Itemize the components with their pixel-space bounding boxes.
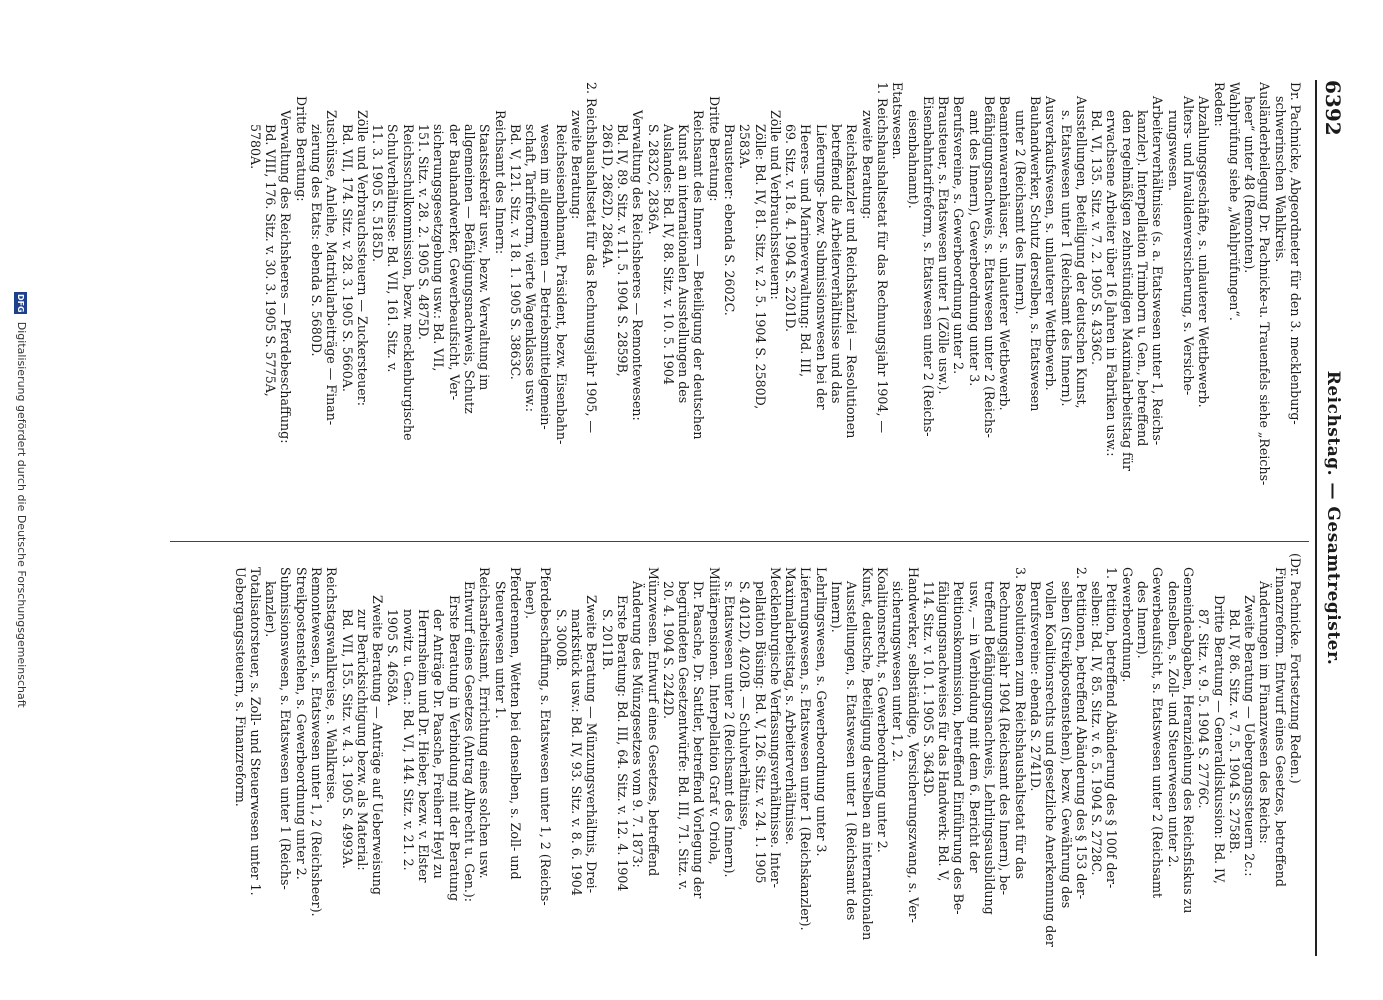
index-line: 2861D, 2862D, 2864A. xyxy=(599,124,615,269)
index-line: heer“ unter 48 (Remonten). xyxy=(1242,96,1258,274)
index-line: amt des Innern), Gewerbeordnung unter 3. xyxy=(966,110,982,387)
index-line: Ausstellungen, s. Etatswesen unter 1 (Reichsamt des xyxy=(844,581,860,921)
index-line: Heeres- und Marineverwaltung: Bd. III, xyxy=(798,124,814,378)
index-line: Änderungen im Finanzwesen des Reichs: xyxy=(1257,581,1273,844)
index-line: 2. Petitionen, betreffend Abänderung des § 153 der- xyxy=(1073,567,1089,900)
index-line: betreffend die Arbeiterverhältnisse und das xyxy=(829,124,845,404)
index-line: Remontewesen, s. Etatswesen unter 1, 2 (Reichsheer). xyxy=(309,567,324,917)
index-line: Befähigungsnachweis, s. Etatswesen unter 2 (Reichs- xyxy=(982,96,998,438)
index-line: denselben, s. Zoll- und Steuerwesen unter 2. xyxy=(1165,581,1181,868)
index-line: vollen Koalitionsrechts und gesetzliche Anerkennung der xyxy=(1043,581,1059,947)
running-title: Reichstag. — Gesamtregister. xyxy=(1323,370,1343,666)
index-line: Uebergangssteuern, s. Finanzreform. xyxy=(232,567,248,807)
index-line: Bd. IV, 86. Sitz. v. 7. 5. 1904 S. 2758B. xyxy=(1226,609,1242,854)
index-line: S. 2832C, 2836A. xyxy=(645,124,661,235)
index-line: Reichskanzler und Reichskanzlei — Resolutionen xyxy=(844,124,860,439)
index-line: Reden: xyxy=(1211,82,1227,127)
index-line: begründeten Gesetzentwürfe: Bd. III, 71. Sitz. v. xyxy=(676,581,692,891)
index-line: Innern). xyxy=(829,581,845,633)
index-line: Wahlprüfung siehe „Wahlprüfungen“. xyxy=(1226,82,1242,321)
index-line: heer). xyxy=(523,581,539,619)
index-line: 2. Reichshaushaltsetat für das Rechnungsjahr 1905, — xyxy=(584,82,600,434)
index-line: S. 4012D, 4020B. — Schulverhältnisse, xyxy=(737,581,753,831)
index-line: eisenbahnamt). xyxy=(905,110,921,209)
index-line: Militärpensionen. Interpellation Graf v. Oriola, xyxy=(706,567,722,865)
index-line: Handwerker, selbständige, Versicherungszwang, s. Ver- xyxy=(905,567,921,923)
index-line: 3. Resolutionen zum Reichshaushaltsetat für das xyxy=(1012,567,1028,880)
index-line: Bd. VII, 174. Sitz. v. 28. 3. 1905 S. 5660A. xyxy=(339,124,355,392)
index-line: S. 3000B. xyxy=(553,609,569,671)
index-line: Dr. Pachnicke, Abgeordneter für den 3. mecklenburg- xyxy=(1288,82,1303,425)
index-line: Brausteuer: ebenda S. 2602C. xyxy=(722,124,738,316)
index-line: 5780A. xyxy=(247,124,263,170)
index-line: 87. Sitz. v. 9. 5. 1904 S. 2776C. xyxy=(1196,609,1212,809)
index-line: treffend Befähigungsnachweis, Lehrlingsausbildung xyxy=(982,581,998,915)
index-line: Reichstagswahlkreise, s. Wahlkreise. xyxy=(324,567,340,804)
index-line: 151. Sitz. v. 28. 2. 1905 S. 4875D. xyxy=(416,124,432,341)
index-line: Steuerwesen unter 1. xyxy=(492,581,508,719)
column-divider xyxy=(170,541,1309,542)
index-line: Alters- und Invalidenversicherung, s. Versiche- xyxy=(1180,96,1196,396)
index-line: Streikpostenstehen, s. Gewerbeordnung unter 2. xyxy=(293,567,309,880)
index-line: Pferderennen, Wetten bei denselben, s. Zoll- und xyxy=(507,567,523,880)
index-line: Schulverhältnisse: Bd. VII, 161. Sitz. v. xyxy=(385,124,401,373)
index-line: Auslandes: Bd. IV, 88. Sitz. v. 10. 5. 1904 xyxy=(660,124,676,385)
index-line: Ausländerbeilegung Dr. Pachnicke-u. Trauenfels siehe „Reichs- xyxy=(1257,82,1273,486)
index-line: der Bauhandwerker, Gewerbeaufsicht, Ver- xyxy=(446,124,462,401)
index-line: Lieferungs- bezw. Submissionswesen bei der xyxy=(813,124,829,410)
index-line: Zweite Beratung — Uebergangssteuern 2c.: xyxy=(1242,595,1258,877)
index-line: den regelmäßigen zehnstündigen Maximalarbeitstag für xyxy=(1119,110,1135,471)
index-line: Gemeindeabgaben, Heranziehung des Reichsfiskus zu xyxy=(1180,567,1196,914)
index-line: Erste Beratung in Verbindung mit der Beratung xyxy=(446,595,462,902)
index-line: Reichsschulkommission, bezw. mecklenburgische xyxy=(400,124,416,441)
index-line: 1905 S. 4658A. xyxy=(385,609,401,707)
index-line: erwachsene Arbeiter über 16 Jahren in Fabriken usw.: xyxy=(1104,110,1120,457)
index-line: Zweite Beratung — Anträge auf Ueberweisung xyxy=(370,595,386,895)
index-line: Bd. IV, 89. Sitz. v. 11. 5. 1904 S. 2859B, xyxy=(614,124,630,377)
index-line: Etatswesen. xyxy=(890,82,906,160)
index-line: kanzler). xyxy=(263,581,279,638)
index-line: fähigungsnachweises für das Handwerk: Bd. V, xyxy=(936,581,952,882)
index-line: Submissionswesen, s. Etatswesen unter 1 (Reichs- xyxy=(278,567,294,890)
index-line: markstück usw.: Bd. IV, 93. Sitz. v. 8. 6. 1904 xyxy=(569,609,585,896)
index-line: zweite Beratung: xyxy=(859,110,875,220)
index-line: Berufsvereine: ebenda S. 2741D. xyxy=(1027,581,1043,792)
index-line: unter 2 (Reichsamt des Innern). xyxy=(1012,110,1028,315)
index-line: des Innern). xyxy=(1135,581,1151,659)
index-line: Dr. Paasche, Dr. Sattler, betreffend Vorlegung der xyxy=(691,581,707,899)
index-line: zierung des Etats: ebenda S. 5680D. xyxy=(309,124,324,357)
index-line: Reichseisenbahnamt, Präsident, bezw. Eisenbahn- xyxy=(553,124,569,445)
index-line: Kunst, deutsche, Beteiligung derselben an internationalen xyxy=(859,567,875,941)
index-line: Pferdebeschaffung, s. Etatswesen unter 1, 2 (Reichs- xyxy=(538,567,554,906)
index-line: selben (Streikpostenstehen), bezw. Gewährung des xyxy=(1058,581,1074,909)
index-line: 20. 4. 1904 S. 2242D. xyxy=(660,581,676,719)
index-line: kanzler). Interpellation Trimborn u. Gen., betreffend xyxy=(1135,110,1151,447)
index-line: wesen im allgemeinen — Betriebsmittelgemein- xyxy=(538,124,554,430)
index-line: Bd. VI, 135. Sitz. v. 7. 2. 1905 S. 4336C. xyxy=(1089,110,1105,365)
index-line: Zölle: Bd. IV, 81. Sitz. v. 2. 5. 1904 S. 2580D, xyxy=(752,124,768,410)
index-line: Münzwesen. Entwurf eines Gesetzes, betreffend xyxy=(645,567,661,877)
funding-footer xyxy=(8,0,28,1000)
index-line: 114. Sitz. v. 10. 1. 1905 S. 3643D. xyxy=(920,581,936,798)
index-line: Dritte Beratung — Generaldiskussion: Bd. IV, xyxy=(1211,595,1227,884)
index-line: Entwurf eines Gesetzes (Antrag Albrecht u. Gen.): xyxy=(461,581,477,903)
index-line: Ausstellungen, Beteiligung der deutschen Kunst, xyxy=(1073,96,1089,409)
index-line: 1. Petition, betreffend Abänderung des § 100f der- xyxy=(1104,567,1120,889)
index-line: nowitz u. Gen.: Bd. VI, 144. Sitz. v. 21. 2. xyxy=(400,609,416,871)
index-line: Lehrlingswesen, s. Gewerbeordnung unter 3. xyxy=(813,567,829,857)
index-line: Totalisatorsteuer, s. Zoll- und Steuerwesen unter 1. xyxy=(247,567,263,896)
index-line: 69. Sitz. v. 18. 4. 1904 S. 2201D. xyxy=(783,124,799,333)
index-line: zur Berücksichtigung bezw. als Material: xyxy=(354,609,370,871)
index-line: zweite Beratung: xyxy=(569,110,585,220)
index-line: pellation Büsing: Bd. V, 126. Sitz. v. 24. 1. 1905 xyxy=(752,581,768,884)
index-line: Abzahlungsgeschäfte, s. unlauterer Wettbewerb. xyxy=(1196,96,1212,408)
index-line: Verwaltung des Reichsheeres — Pferdebeschaffung: xyxy=(278,110,294,444)
index-line: Eisenbahntarifreform, s. Etatswesen unter 2 (Reichs- xyxy=(920,96,936,437)
index-line: s. Etatswesen unter 1 (Reichsamt des Innern). xyxy=(1058,110,1074,407)
index-line: Berufsvereine, s. Gewerbeordnung unter 2. xyxy=(951,96,967,375)
index-line: (Dr. Pachnicke. Fortsetzung Reden.) xyxy=(1288,553,1303,784)
index-line: Beamtenwarenhäuser, s. unlauterer Wettbewerb. xyxy=(997,96,1013,411)
index-line: sicherungswesen unter 1, 2. xyxy=(890,581,906,762)
index-line: Zölle und Verbrauchssteuern — Zuckersteuer: xyxy=(354,110,370,406)
index-line: allgemeinen — Befähigungsnachweis, Schutz xyxy=(461,124,477,414)
running-header xyxy=(1315,80,1347,956)
dfg-logo: DFG xyxy=(16,293,26,313)
index-line: S. 2011B. xyxy=(599,609,615,671)
index-line: Ausverkaufswesen, s. unlauterer Wettbewerb. xyxy=(1043,96,1059,391)
index-line: Reichsamt des Innern — Beteiligung der deutschen xyxy=(691,110,707,440)
index-line: Bd. VII, 155. Sitz. v. 4. 3. 1905 S. 4993A. xyxy=(339,609,355,869)
index-line: Arbeiterverhältnisse (s. a. Etatswesen unter 1, Reichs- xyxy=(1150,96,1166,446)
index-line: Dritte Beratung: xyxy=(293,96,309,202)
index-line: s. Etatswesen unter 2 (Reichsamt des Innern). xyxy=(722,581,738,878)
index-line: Staatssekretär usw., bezw. Verwaltung im xyxy=(477,124,493,391)
funding-note: Digitalisierung gefördert durch die Deutsche Forschungsgemeinschaft xyxy=(15,321,28,708)
index-line: Lieferungswesen, s. Etatswesen unter 1 (Reichskanzler). xyxy=(798,567,814,931)
index-line: Reichsarbeitsamt, Errichtung eines solchen usw. xyxy=(477,567,493,879)
index-line: Rechnungsjahr 1904 (Reichsamt des Innern), be- xyxy=(997,581,1013,896)
index-line: 1. Reichshaushaltsetat für das Rechnungsjahr 1904, — xyxy=(874,82,890,434)
index-line: Änderung des Münzgesetzes vom 9. 7. 1873: xyxy=(630,581,646,868)
page-number: 6392 xyxy=(1321,80,1345,136)
left-column xyxy=(248,82,1303,530)
index-line: Bd. V, 121. Sitz. v. 18. 1. 1905 S. 3863C. xyxy=(507,124,523,380)
index-line: Reichsamt des Innern: xyxy=(492,110,508,255)
index-line: Herrnsheim und Dr. Hieber, bezw. v. Elster xyxy=(416,609,432,883)
right-column xyxy=(232,553,1303,999)
index-line: Gewerbeaufsicht, s. Etatswesen unter 2 (Reichsamt xyxy=(1150,567,1166,899)
index-line: Petitionskommission, betreffend Einführung des Be- xyxy=(951,581,967,915)
index-line: der Anträge Dr. Paasche, Freiherr Heyl zu xyxy=(431,609,447,879)
index-line: Zuschüsse, Anleihe, Matrikularbeiträge — Finan- xyxy=(324,110,340,426)
index-line: Zweite Beratung — Münzungsverhältnis, Drei- xyxy=(584,595,600,893)
index-line: schaft, Tarifreform, vierte Wagenklasse usw.: xyxy=(523,124,539,412)
index-line: sicherungsgesetzgebung usw.: Bd. VII, xyxy=(431,124,447,372)
index-line: Koalitionsrecht, s. Gewerbeordnung unter 2. xyxy=(874,567,890,853)
index-line: Gewerbeordnung. xyxy=(1119,567,1135,683)
index-line: Bd. VIII, 176. Sitz. v. 30. 3. 1905 S. 5775A, xyxy=(263,124,279,397)
index-line: Brausteuer, s. Etatswesen unter 1 (Zölle usw.). xyxy=(936,96,952,395)
index-line: Zölle und Verbrauchssteuern: xyxy=(767,110,783,300)
index-line: Kunst an internationalen Ausstellungen des xyxy=(676,124,692,404)
index-line: Dritte Beratung: xyxy=(706,96,722,202)
index-line: Bauhandwerker, Schutz derselben, s. Etatswesen xyxy=(1027,96,1043,412)
index-line: schwerinschen Wahlkreis. xyxy=(1272,96,1288,263)
index-line: Finanzreform. Entwurf eines Gesetzes, betreffend xyxy=(1272,567,1288,887)
index-line: Maximalarbeitstag, s. Arbeiterverhältnisse. xyxy=(783,567,799,845)
index-line: Verwaltung des Reichsheeres — Remontewesen: xyxy=(630,110,646,421)
index-line: Mecklenburgische Verfassungsverhältnisse. Inter- xyxy=(767,567,783,888)
index-line: 2583A. xyxy=(737,124,753,170)
index-line: rungswesen. xyxy=(1165,110,1181,192)
index-line: usw., — in Verbindung mit dem 6. Bericht der xyxy=(966,581,982,873)
index-line: 11. 3. 1905 S. 5185D. xyxy=(370,124,386,262)
index-line: Erste Beratung: Bd. III, 64. Sitz. v. 12. 4. 1904 xyxy=(614,595,630,892)
index-line: selben: Bd. IV, 85. Sitz. v. 6. 5. 1904 S. 2728C. xyxy=(1089,581,1105,876)
